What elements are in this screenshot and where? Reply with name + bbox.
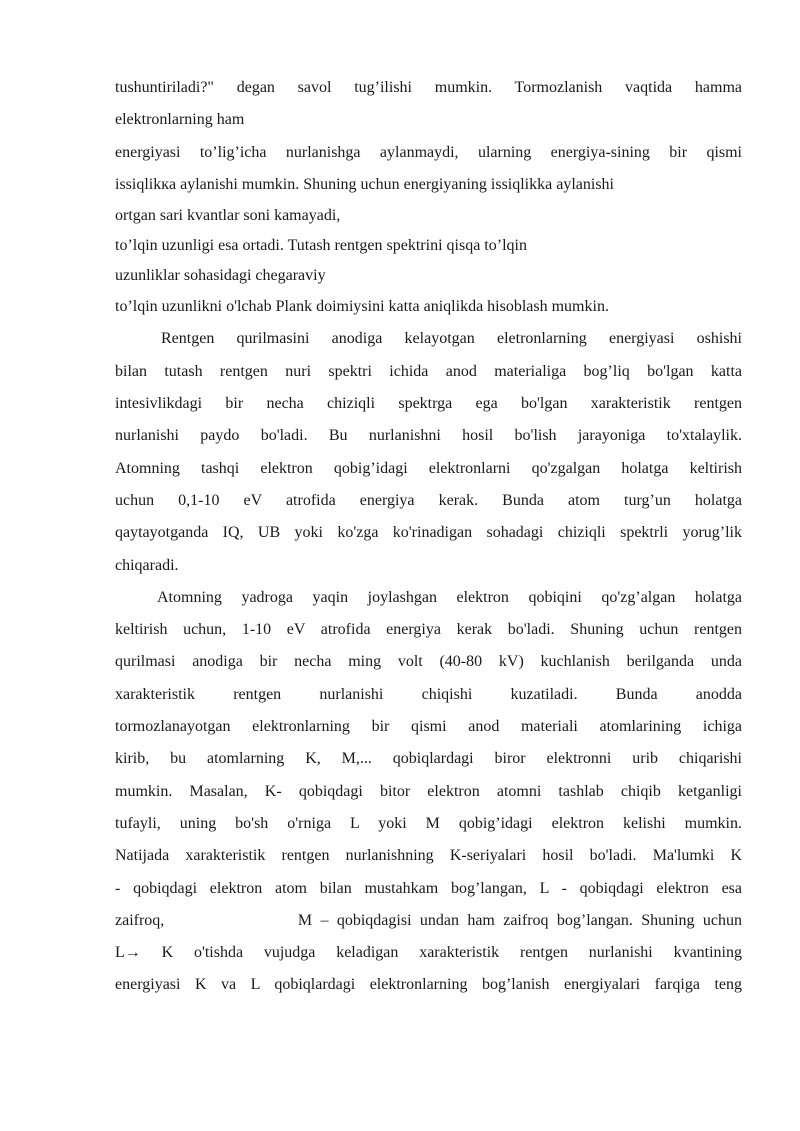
text-line: tormozlanayotgan elektronlarning bir qismi anod materiali atomlarining ichiga [115, 718, 742, 736]
text-line: chiqaradi. [115, 556, 179, 574]
text-line: xarakteristik rentgen nurlanishi chiqishi kuzatiladi. Bunda anodda [115, 685, 742, 703]
text-line: Rentgen qurilmasini anodiga kelayotgan eletronlarning energiyasi oshishi [161, 330, 742, 348]
text-line: intesivlikdagi bir necha chiziqli spektrga ega bo'lgan xarakteristik rentgen [115, 395, 742, 413]
text-line: uzunliklar sohasidagi chegaraviy [115, 267, 326, 285]
text-line: elektronlarning ham [115, 111, 245, 129]
text-line: L→ K o'tishda vujudga keladigan xarakteristik rentgen nurlanishi kvantining [115, 944, 742, 962]
text-line: - qobiqdagi elektron atom bilan mustahkam bog’langan, L - qobiqdagi elektron esa [115, 879, 742, 897]
text-line: Natijada xarakteristik rentgen nurlanishning K-seriyalari hosil bo'ladi. Ma'lumki K [115, 847, 742, 865]
text-line: tufayli, uning bo'sh o'rniga L yoki M qobig’idagi elektron kelishi mumkin. [115, 814, 742, 832]
text-line: zaifroq, M – qobiqdagisi undan ham zaifroq bog’langan. Shuning uchun [115, 911, 742, 929]
text-line: ortgan sari kvantlar soni kamayadi, [115, 207, 341, 225]
text-line: issiqlikкa aylanishi mumkin. Shuning uchun energiyaning issiqlikka aylanishi [115, 175, 614, 193]
text-line: to’lqin uzunlikni o'lchab Plank doimiysini katta aniqlikda hisoblash mumkin. [115, 298, 609, 316]
text-line: energiyasi K va L qobiqlardagi elektronlarning bog’lanish energiyalari farqiga teng [115, 976, 742, 994]
text-line: bilan tutash rentgen nuri spektri ichida anod materialiga bog’liq bo'lgan katta [115, 362, 742, 380]
text-line: tushuntiriladi?" degan savol tug’ilishi mumkin. Tormozlanish vaqtida hamma [115, 79, 742, 96]
text-line: mumkin. Masalan, K- qobiqdagi bitor elektron atomni tashlab chiqib ketganligi [115, 782, 742, 800]
text-line: kirib, bu atomlarning K, M,... qobiqlardagi biror elektronni urib chiqarishi [115, 750, 742, 768]
document-page [115, 72, 742, 1002]
text-line: Atomning tashqi elektron qobig’idagi elektronlarni qo'zgalgan holatga keltirish [115, 459, 742, 477]
text-line: keltirish uchun, 1-10 eV atrofida energiya kerak bo'ladi. Shuning uchun rentgen [115, 621, 742, 639]
text-line: energiyasi to’lig’icha nurlanishga aylanmaydi, ularning energiya-sining bir qismi [115, 143, 742, 161]
text-line: qurilmasi anodiga bir necha ming volt (40-80 kV) kuchlanish berilganda unda [115, 653, 742, 671]
text-line: qaytayotganda IQ, UB yoki ko'zga ko'rinadigan sohadagi chiziqli spektrli yorug’lik [115, 524, 742, 542]
text-line: uchun 0,1-10 eV atrofida energiya kerak. Bunda atom turg’un holatga [115, 491, 742, 509]
text-line: nurlanishi paydo bo'ladi. Bu nurlanishni hosil bo'lish jarayoniga to'xtalaylik. [115, 427, 742, 445]
text-line: to’lqin uzunligi esa ortadi. Tutash rentgen spektrini qisqa to’lqin [115, 237, 527, 255]
text-line: Atomning yadroga yaqin joylashgan elektron qobiqini qo'zg’algan holatga [157, 588, 742, 606]
